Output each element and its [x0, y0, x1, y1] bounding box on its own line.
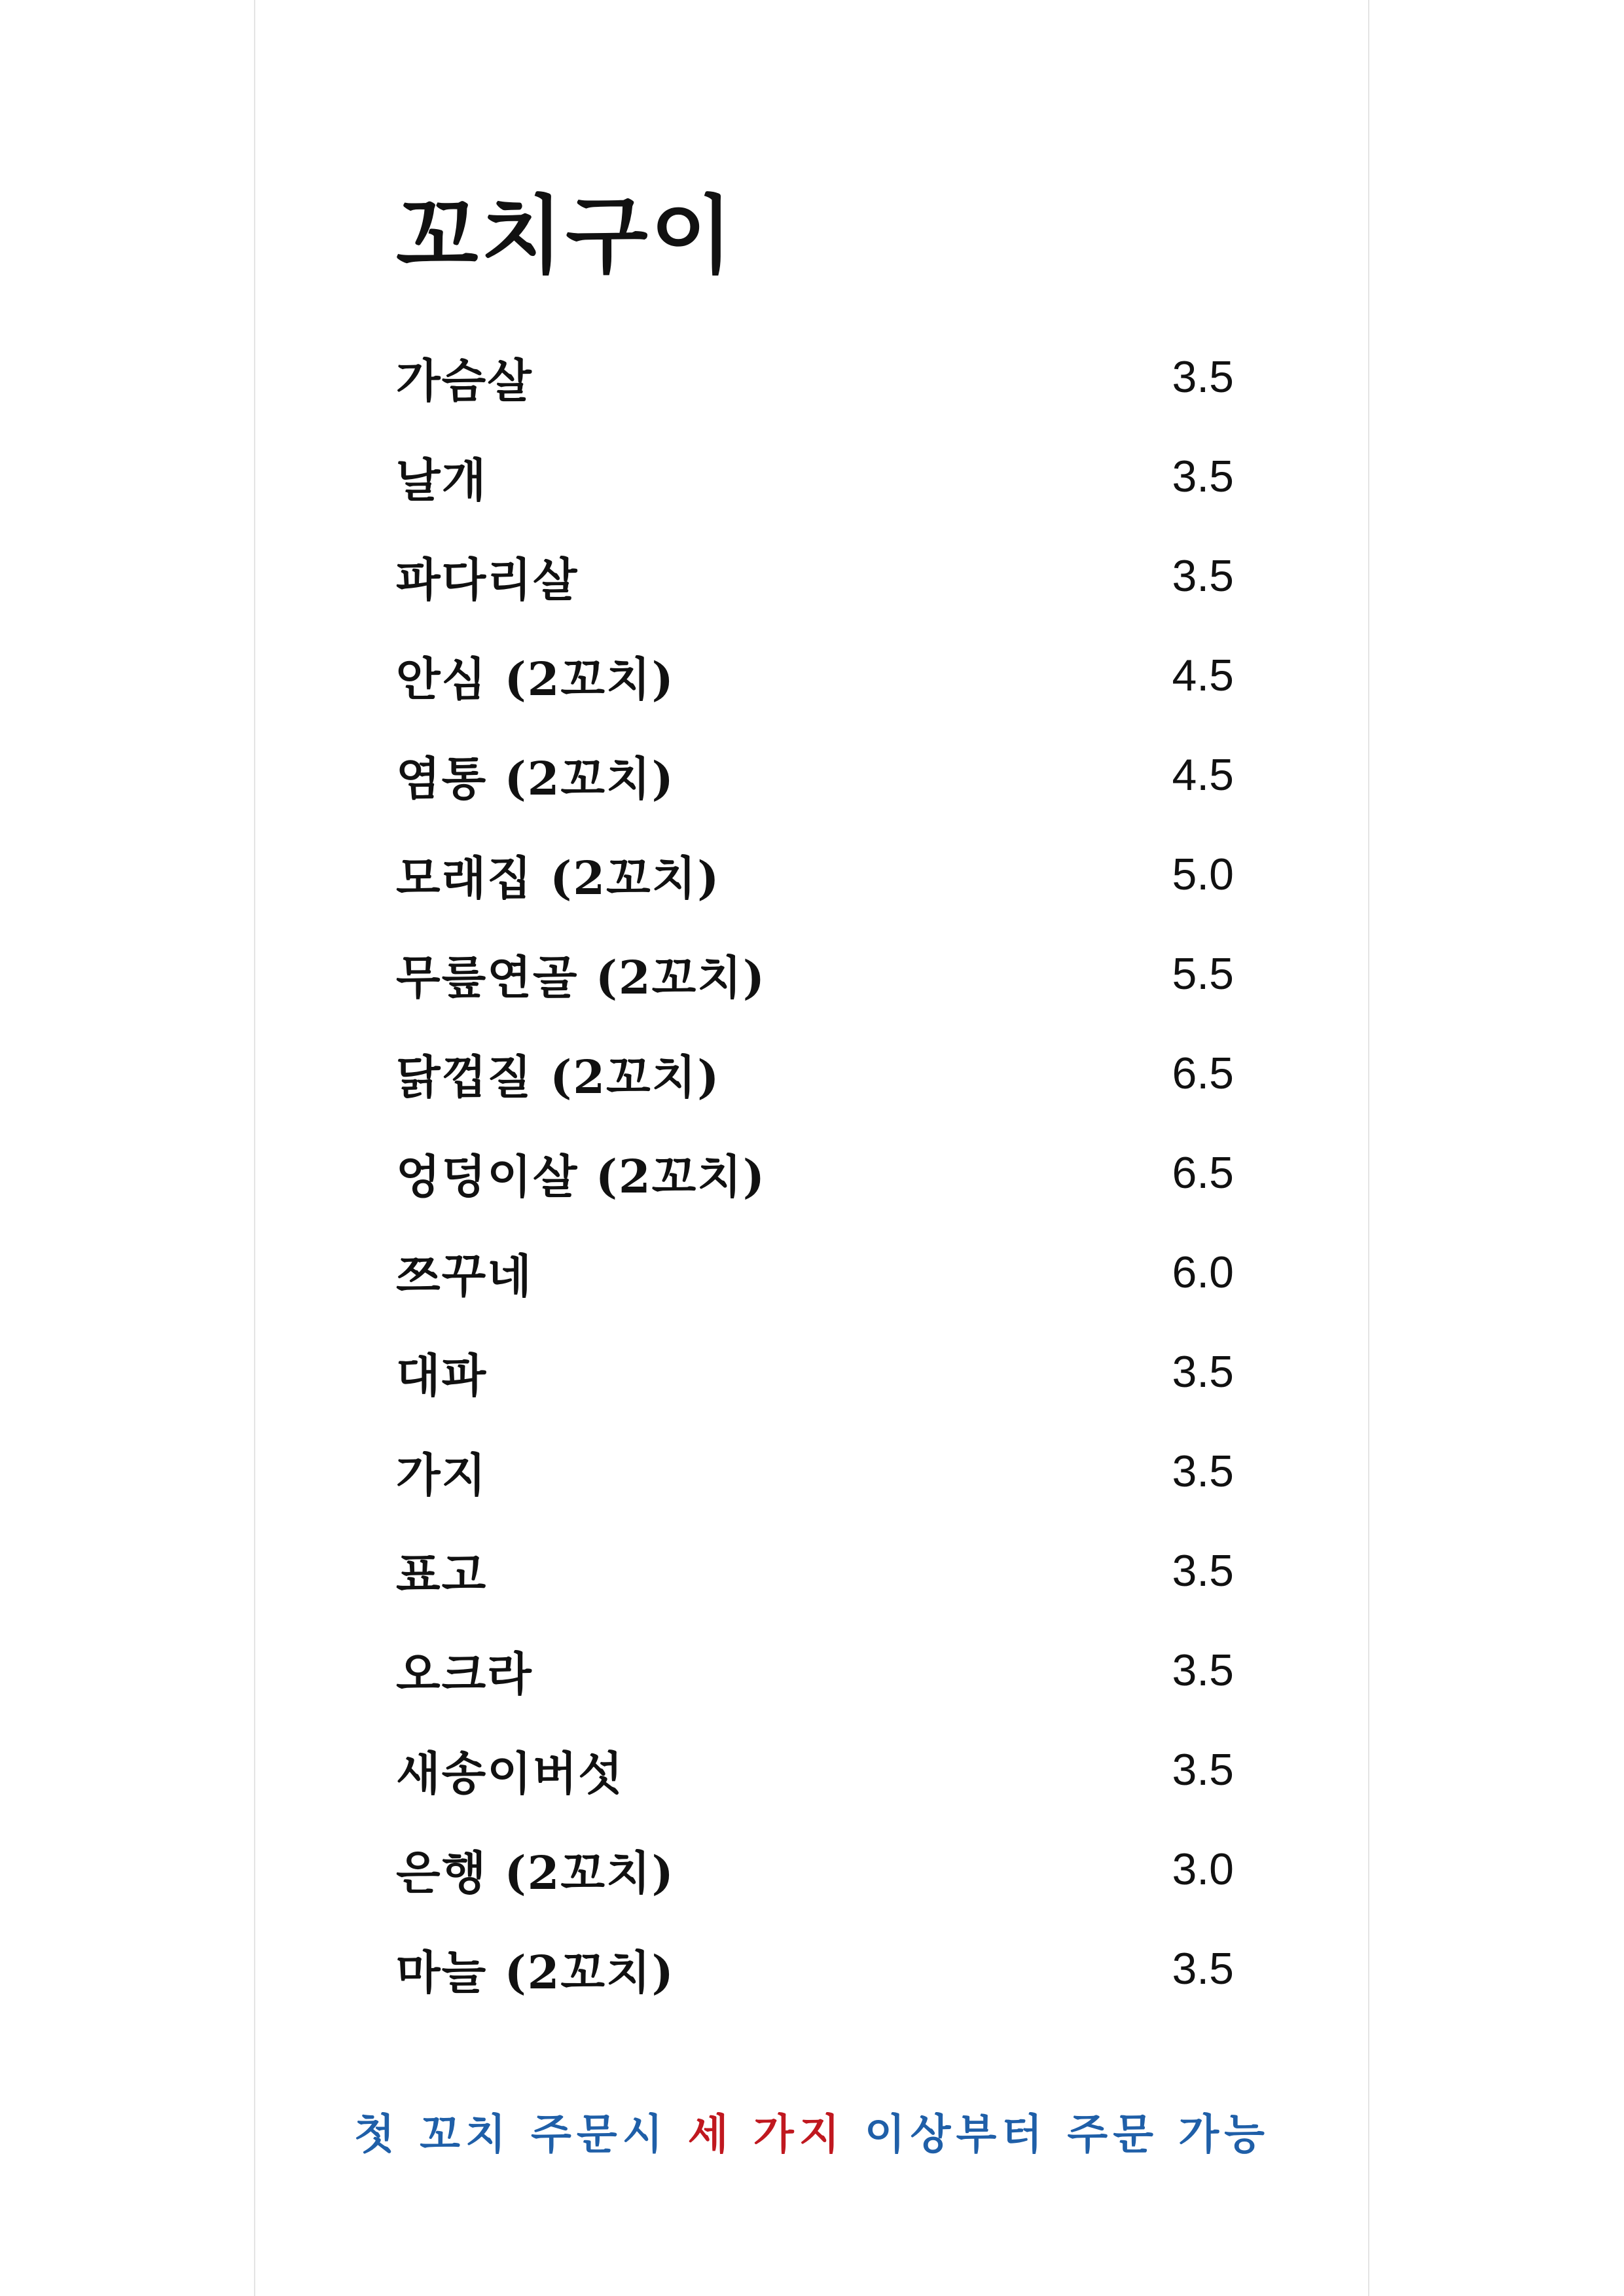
- menu-item-name: 날개: [396, 452, 488, 507]
- menu-item-price: 5.5: [1172, 949, 1234, 999]
- menu-item: [396, 1024, 1234, 1123]
- menu-item-name: 무릎연골 (2꼬치): [396, 950, 767, 1005]
- menu-item-price: 6.5: [1172, 1049, 1234, 1098]
- menu-item: [396, 1322, 1234, 1422]
- menu-item-price: 3.5: [1172, 551, 1234, 601]
- menu-item: [396, 725, 1234, 825]
- menu-item-name: 마늘 (2꼬치): [396, 1945, 675, 2000]
- menu-item-name: 표고: [396, 1547, 488, 1602]
- menu-item-price: 3.5: [1172, 1446, 1234, 1496]
- menu-item: [396, 526, 1234, 626]
- menu-item-name: 대파: [396, 1348, 488, 1403]
- menu-item: [396, 427, 1234, 526]
- menu-item: [396, 1720, 1234, 1820]
- menu-item-name: 안심 (2꼬치): [396, 651, 675, 706]
- menu-item-price: 3.5: [1172, 452, 1234, 501]
- page-title: 꼬치구이: [396, 185, 736, 285]
- menu-item: [396, 1422, 1234, 1521]
- order-note: [0, 2101, 1624, 2161]
- menu-item: [396, 1123, 1234, 1223]
- menu-item-name: 오크라: [396, 1646, 533, 1701]
- menu-item-price: 6.5: [1172, 1148, 1234, 1198]
- menu-item: [396, 1621, 1234, 1720]
- menu-item-name: 가지: [396, 1447, 488, 1502]
- menu-item-price: 3.5: [1172, 1944, 1234, 1994]
- menu-item: [396, 1919, 1234, 2018]
- menu-item-name: 새송이버섯: [396, 1746, 624, 1801]
- menu-item: [396, 825, 1234, 924]
- menu-item: [396, 1223, 1234, 1322]
- order-note-part-3: 이상부터 주문 가능: [844, 2110, 1270, 2159]
- menu-list: [396, 327, 1234, 2018]
- order-note-highlight: 세 가지: [687, 2110, 845, 2159]
- menu-item: [396, 626, 1234, 725]
- menu-item-price: 3.5: [1172, 1645, 1234, 1695]
- menu-item-price: 3.5: [1172, 1546, 1234, 1596]
- menu-item-name: 염통 (2꼬치): [396, 751, 675, 806]
- menu-item-price: 4.5: [1172, 651, 1234, 700]
- menu-item-price: 6.0: [1172, 1247, 1234, 1297]
- menu-item-name: 가슴살: [396, 353, 533, 408]
- menu-item-price: 3.5: [1172, 352, 1234, 402]
- menu-item: [396, 1521, 1234, 1621]
- menu-item-name: 닭껍질 (2꼬치): [396, 1049, 721, 1104]
- menu-item-name: 파다리살: [396, 552, 579, 607]
- menu-item: [396, 924, 1234, 1024]
- menu-item: [396, 327, 1234, 427]
- menu-item-name: 엉덩이살 (2꼬치): [396, 1149, 767, 1204]
- menu-item-price: 4.5: [1172, 750, 1234, 800]
- menu-item-price: 3.0: [1172, 1844, 1234, 1894]
- menu-item-price: 3.5: [1172, 1745, 1234, 1795]
- menu-item-name: 쯔꾸네: [396, 1248, 533, 1303]
- menu-item-name: 은행 (2꼬치): [396, 1845, 675, 1900]
- menu-item: [396, 1820, 1234, 1919]
- menu-item-price: 3.5: [1172, 1347, 1234, 1397]
- menu-item-name: 모래집 (2꼬치): [396, 850, 721, 905]
- menu-item-price: 5.0: [1172, 850, 1234, 899]
- order-note-part-1: 첫 꼬치 주문시: [354, 2110, 688, 2159]
